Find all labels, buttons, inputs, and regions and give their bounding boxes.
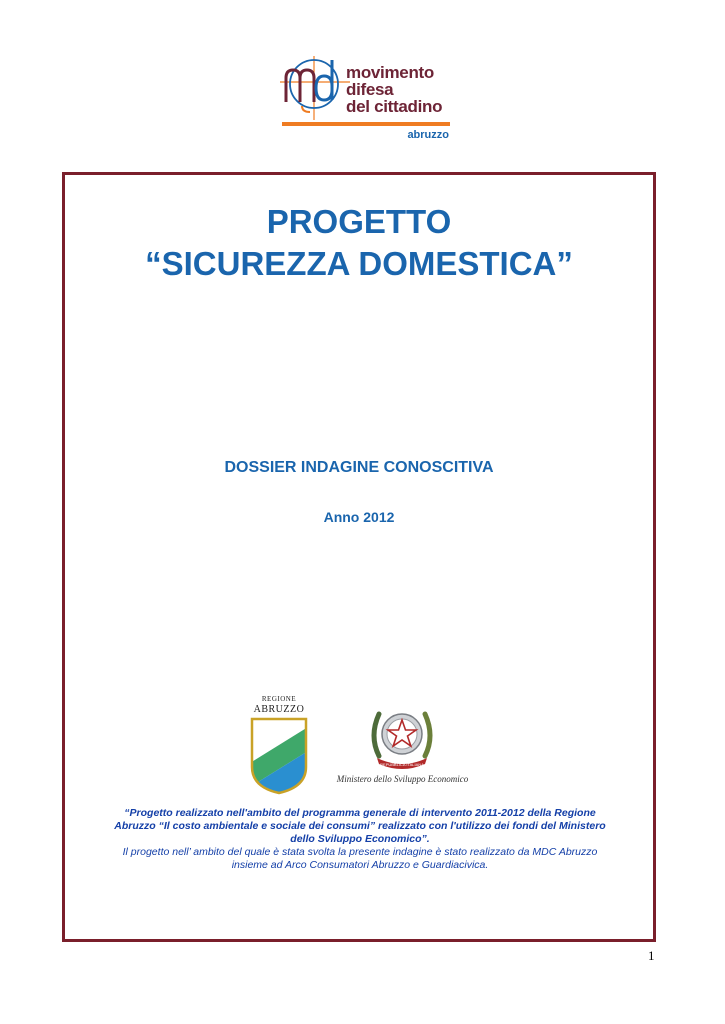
title-line-1: PROGETTO xyxy=(266,203,452,240)
project-note xyxy=(73,807,647,872)
logo-abbrev: mdc xyxy=(280,56,282,57)
ministero-label: Ministero dello Sviluppo Economico xyxy=(336,774,469,784)
dossier-subtitle: DOSSIER INDAGINE CONOSCITIVA xyxy=(224,459,494,476)
logo-line-2: difesa xyxy=(346,80,394,99)
mdc-logo xyxy=(280,56,455,146)
ministero-logo xyxy=(320,700,485,790)
year-label: Anno 2012 xyxy=(323,509,395,525)
mdc-logo-mark xyxy=(280,56,352,120)
note-line-1: “Progetto realizzato nell'ambito del programma generale di intervento 2011-2012 della Regione xyxy=(124,807,596,819)
logo-wordmark xyxy=(346,64,442,115)
emblem-ribbon-text: REPUBBLICA ITALIANA xyxy=(380,762,424,767)
logo-line-1: movimento xyxy=(346,63,434,82)
regione-shield-icon xyxy=(250,717,308,795)
page-number: 1 xyxy=(648,948,655,963)
cover-frame xyxy=(62,172,656,942)
note-line-2: Abruzzo “Il costo ambientale e sociale dei consumi” realizzato con l'utilizzo dei fondi del Ministero xyxy=(114,820,606,832)
abruzzo-label: ABRUZZO xyxy=(253,704,305,715)
note-line-5: insieme ad Arco Consumatori Abruzzo e Guardiacivica. xyxy=(231,859,489,871)
logo-underline xyxy=(282,122,450,126)
note-line-4: Il progetto nell’ ambito del quale è stata svolta la presente indagine è stato realizzato da MDC Abruzzo xyxy=(122,846,598,858)
regione-abruzzo-logo xyxy=(248,695,310,795)
logo-region: abruzzo xyxy=(407,129,449,141)
note-line-3: dello Sviluppo Economico”. xyxy=(290,833,430,845)
regione-label: REGIONE xyxy=(261,695,297,703)
logo-line-3: del cittadino xyxy=(346,97,443,116)
italian-emblem-icon xyxy=(367,700,437,772)
title-line-2: “SICUREZZA DOMESTICA” xyxy=(145,245,573,282)
